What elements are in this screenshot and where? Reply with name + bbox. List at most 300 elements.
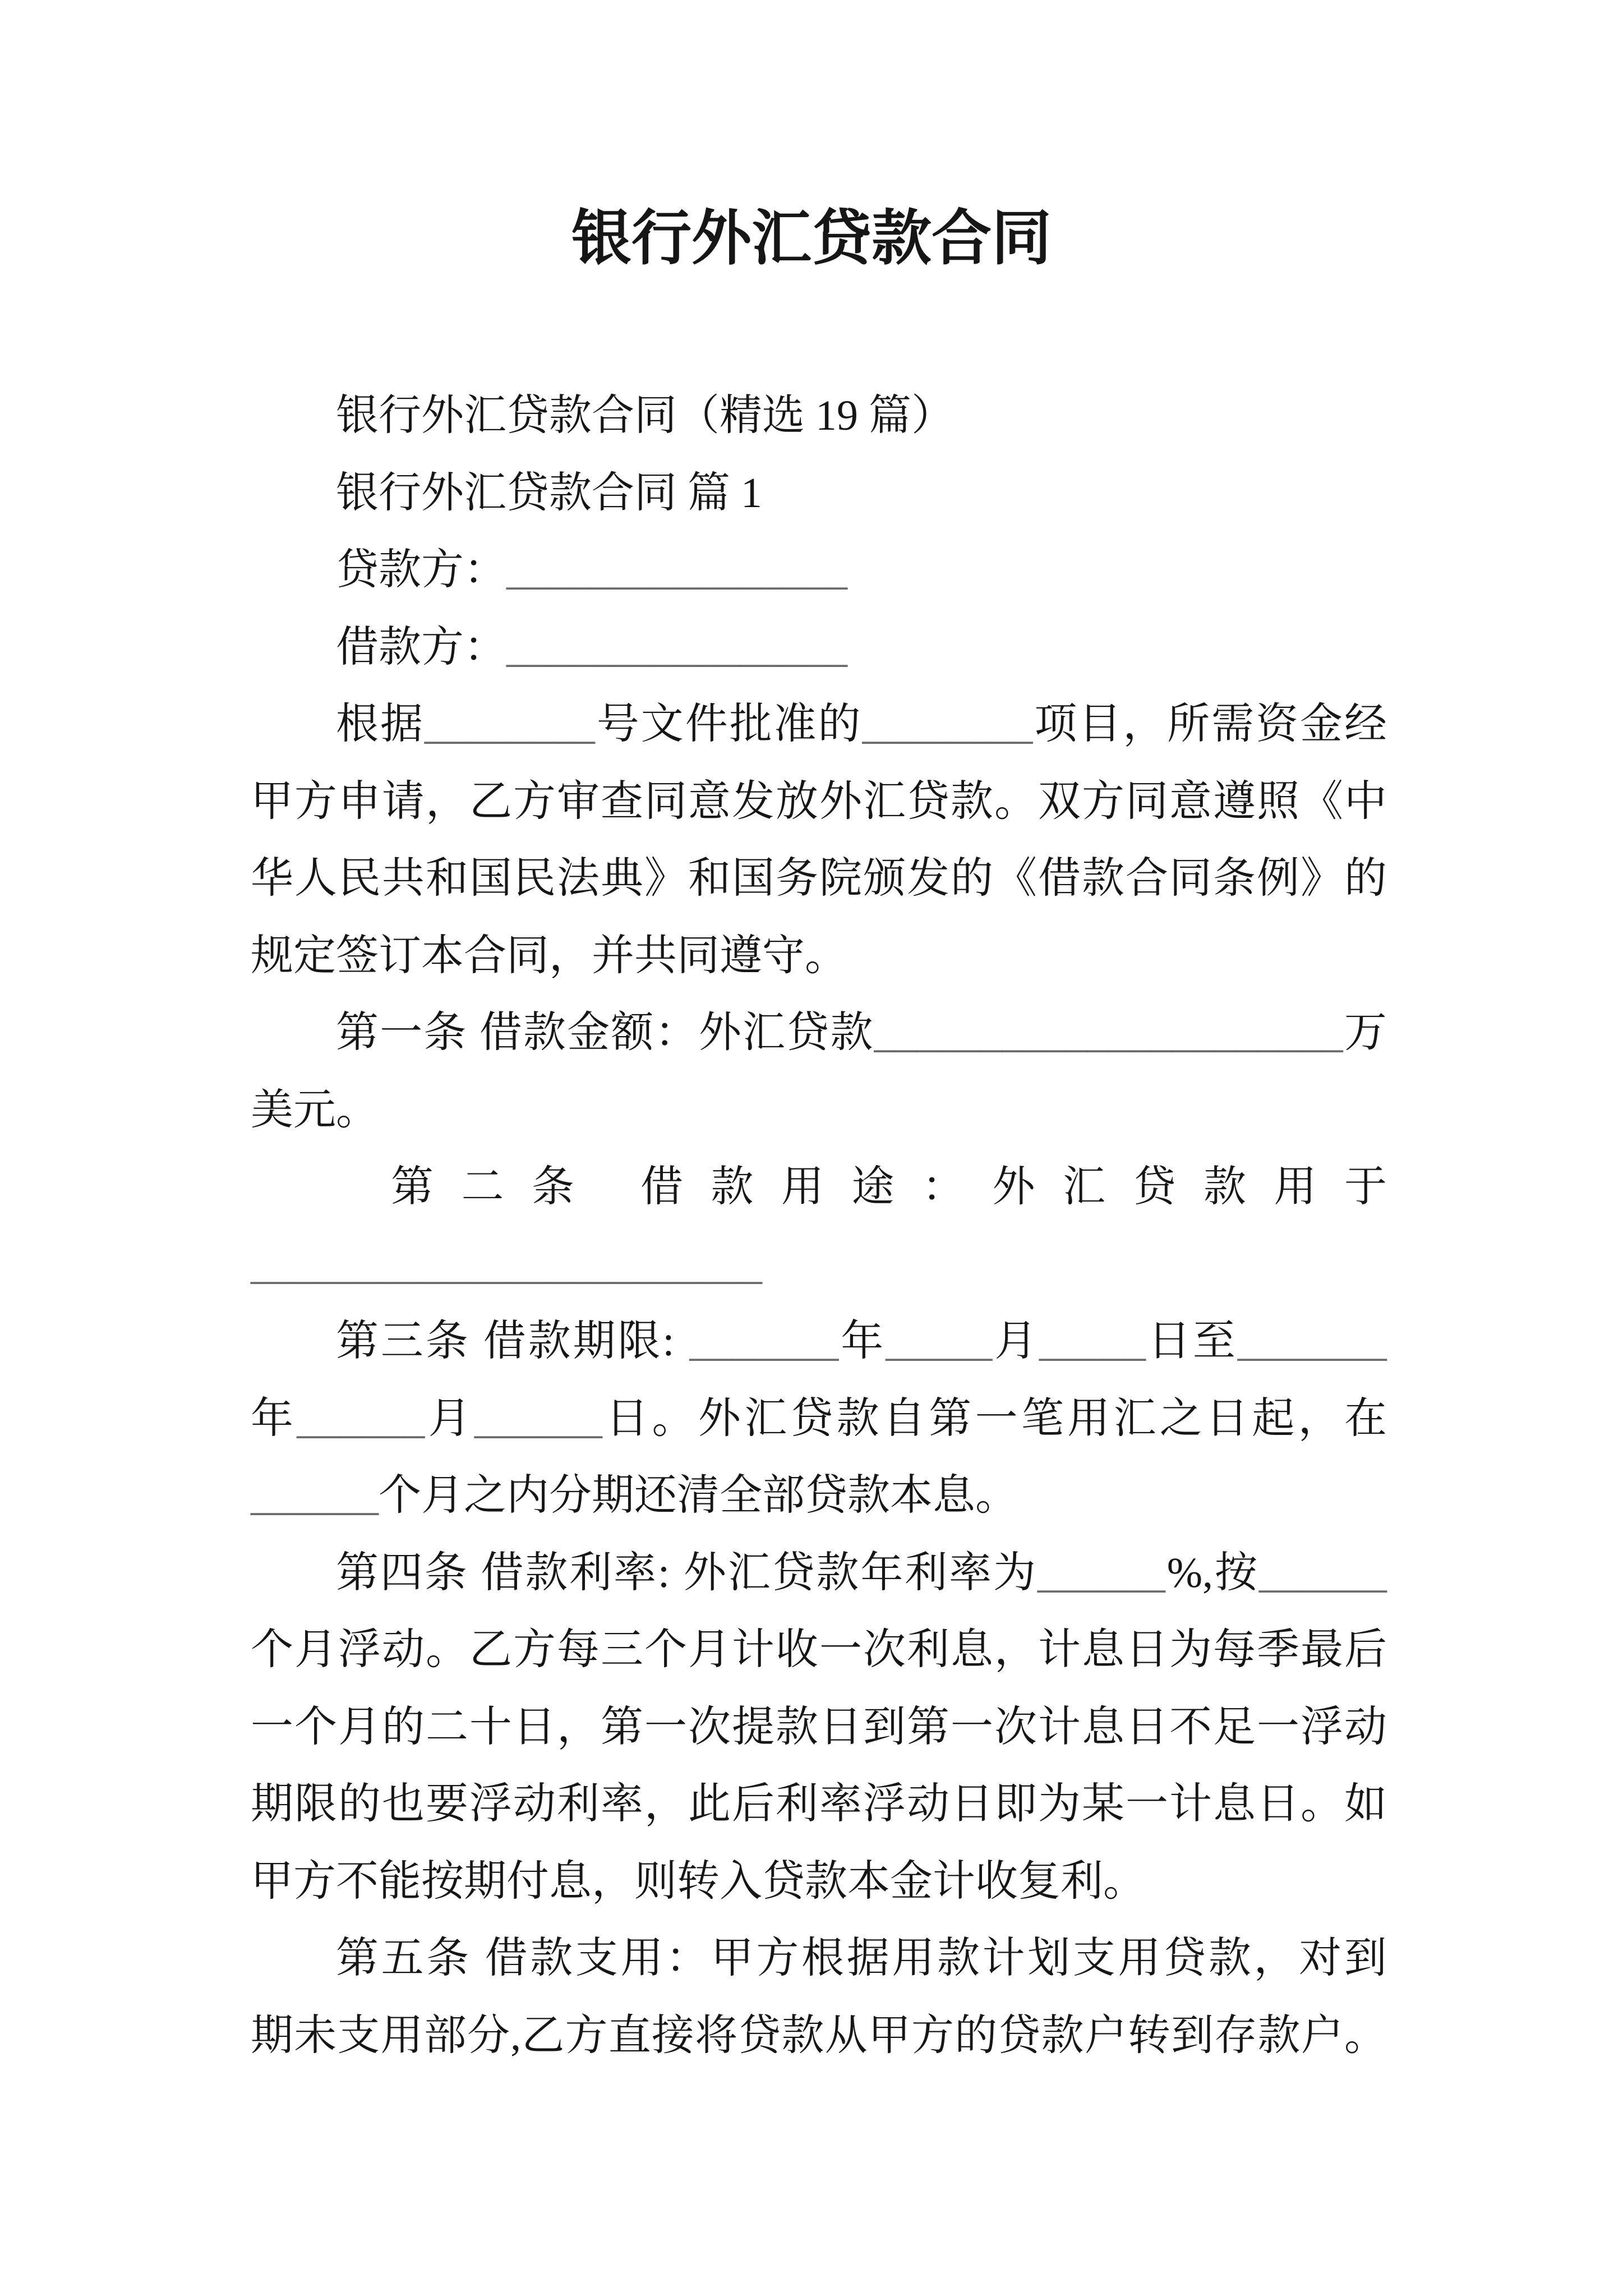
text-glyph: 年 xyxy=(860,1549,903,1596)
text-glyph: 方 xyxy=(1082,777,1124,825)
text-glyph: 直 xyxy=(608,2012,651,2059)
text-glyph: 款 xyxy=(951,777,993,825)
text-glyph: 第 xyxy=(336,1935,379,1982)
text-glyph: 。 xyxy=(975,1472,1018,1519)
text-glyph: 查 xyxy=(601,777,643,825)
text-glyph: 月 xyxy=(688,1626,731,1673)
text-glyph: 用 xyxy=(1067,1395,1110,1442)
space xyxy=(469,1535,479,1612)
blank-field: ________ xyxy=(424,701,595,748)
text-glyph: 后 xyxy=(732,1780,774,1828)
blank-field: ______________________ xyxy=(874,1009,1343,1056)
text-glyph: 双 xyxy=(1038,777,1081,825)
text-glyph: 日 xyxy=(1147,1318,1191,1365)
text-glyph: 款 xyxy=(523,1009,566,1056)
blank-field: ______ xyxy=(251,1472,379,1519)
paragraph-line xyxy=(251,1457,1387,1535)
text-glyph: 支 xyxy=(337,2012,380,2059)
text-glyph: 也 xyxy=(382,1780,425,1828)
text-glyph: 计 xyxy=(982,1935,1025,1982)
blank-field: ________________________ xyxy=(251,1240,762,1288)
text-glyph: 甲 xyxy=(711,1935,754,1982)
space xyxy=(602,1149,613,1226)
text-glyph: 方 xyxy=(756,1935,799,1982)
text-glyph: 篇 xyxy=(688,469,730,517)
text-glyph: 签 xyxy=(336,932,379,979)
text-glyph: 要 xyxy=(426,1780,468,1828)
text-glyph: 精 xyxy=(720,392,762,439)
text-glyph: 款 xyxy=(530,1935,573,1982)
text-glyph: 季 xyxy=(1257,1626,1299,1673)
text-glyph: 借 xyxy=(483,1318,526,1365)
text-glyph: 计 xyxy=(933,1857,975,1905)
article-4-paragraph xyxy=(251,1535,1387,1921)
text-glyph: 外 xyxy=(421,469,464,517)
text-glyph: 贷 xyxy=(762,1857,805,1905)
text-glyph: 提 xyxy=(732,1703,774,1751)
text-glyph: 月 xyxy=(428,1395,471,1442)
text-glyph: 入 xyxy=(720,1857,762,1905)
text-glyph: 方 xyxy=(513,777,556,825)
paragraph-line xyxy=(251,1381,1387,1458)
text-glyph: 贷 xyxy=(907,777,949,825)
text-glyph: 元 xyxy=(293,1086,336,1134)
borrower-field xyxy=(251,609,1387,687)
text-glyph: 行 xyxy=(379,469,421,517)
text-glyph: 借 xyxy=(1038,855,1081,902)
text-glyph: 第 xyxy=(336,1318,379,1365)
text-glyph: 计 xyxy=(732,1626,774,1673)
space xyxy=(730,470,741,517)
text-glyph: 定 xyxy=(293,932,336,979)
blank-field: ______ xyxy=(474,1395,602,1442)
text-glyph: 规 xyxy=(251,932,293,979)
text-glyph: 同 xyxy=(506,932,549,979)
space xyxy=(805,392,815,439)
text-glyph: 一 xyxy=(819,1626,862,1673)
paragraph-line xyxy=(251,1612,1387,1689)
article-1-paragraph xyxy=(251,995,1387,1149)
text-glyph: 汇 xyxy=(863,777,906,825)
space xyxy=(858,392,869,439)
text-glyph: 接 xyxy=(651,2012,694,2059)
text-glyph: 甲 xyxy=(868,2012,911,2059)
text-glyph: 利 xyxy=(776,1780,818,1828)
text-glyph: 银 xyxy=(336,469,379,517)
text-glyph: 十 xyxy=(469,1703,512,1751)
text-glyph: 汇 xyxy=(727,1549,771,1596)
lender-field xyxy=(251,532,1387,609)
text-glyph: 月 xyxy=(338,1703,381,1751)
text-glyph: 汇 xyxy=(1063,1163,1105,1211)
text-glyph: : xyxy=(658,1549,670,1596)
text-glyph: 金 xyxy=(1300,701,1343,748)
text-glyph: %, xyxy=(1166,1549,1214,1596)
text-glyph: 汇 xyxy=(464,469,506,517)
text-glyph: 此 xyxy=(688,1780,731,1828)
preamble-paragraph xyxy=(251,686,1387,995)
text-glyph: 款 xyxy=(781,2012,824,2059)
text-glyph: 放 xyxy=(776,777,818,825)
text-glyph: ， xyxy=(1298,1395,1341,1442)
text-glyph: 日 xyxy=(1126,1626,1168,1673)
text-glyph: 。 xyxy=(336,1086,379,1134)
text-glyph: 一 xyxy=(380,1009,423,1056)
text-glyph: 意 xyxy=(1169,777,1212,825)
text-glyph: ： xyxy=(464,546,506,593)
text-glyph: 外 xyxy=(992,1163,1035,1211)
text-glyph: 款 xyxy=(805,1857,847,1905)
text-glyph: 的 xyxy=(382,1703,425,1751)
blank-field: ______ xyxy=(1258,1549,1387,1596)
text-glyph: 乙 xyxy=(522,2012,565,2059)
text-glyph: 一 xyxy=(951,1703,993,1751)
text-glyph: 文 xyxy=(640,701,684,748)
paragraph-line xyxy=(251,1072,1387,1149)
text-glyph: 率 xyxy=(614,1549,657,1596)
text-glyph: 的 xyxy=(955,2012,998,2059)
text-glyph: 。 xyxy=(1103,1857,1146,1905)
text-glyph: 限 xyxy=(294,1780,337,1828)
text-glyph: 审 xyxy=(557,777,600,825)
text-glyph: 计 xyxy=(1038,1703,1081,1751)
text-glyph: 同 xyxy=(1169,855,1212,902)
text-glyph: 中 xyxy=(1344,777,1387,825)
text-glyph: 款 xyxy=(1082,855,1124,902)
text-glyph: 个 xyxy=(644,1626,687,1673)
text-glyph: 额 xyxy=(611,1009,654,1056)
text-glyph: 国 xyxy=(469,855,512,902)
text-glyph: 四 xyxy=(380,1549,423,1596)
text-glyph: 日 xyxy=(819,1703,862,1751)
text-glyph: 清 xyxy=(677,1472,720,1519)
text-glyph: 根 xyxy=(336,701,379,748)
text-glyph: 金 xyxy=(890,1857,933,1905)
text-glyph: 个 xyxy=(379,1472,421,1519)
text-glyph: 次 xyxy=(688,1703,731,1751)
text-glyph: 限 xyxy=(617,1318,661,1365)
text-glyph: 息 xyxy=(1082,1703,1124,1751)
text-glyph: ） xyxy=(911,392,954,439)
text-glyph: 照 xyxy=(1257,777,1299,825)
text-glyph: 途 xyxy=(851,1163,895,1211)
text-glyph: 民 xyxy=(338,855,381,902)
text-glyph: 汇 xyxy=(1113,1395,1156,1442)
text-glyph: 院 xyxy=(819,855,862,902)
blank-field: ________ xyxy=(862,701,1033,748)
text-glyph: 款 xyxy=(525,1549,568,1596)
text-glyph: 将 xyxy=(695,2012,738,2059)
text-glyph: 期 xyxy=(464,1857,506,1905)
text-glyph: 同 xyxy=(644,777,687,825)
text-glyph: 最 xyxy=(1301,1626,1343,1673)
text-glyph: 如 xyxy=(1344,1780,1387,1828)
text-glyph: 借 xyxy=(485,1935,528,1982)
text-glyph: 息 xyxy=(951,1626,993,1673)
text-glyph: 需 xyxy=(1211,701,1255,748)
text-glyph: 并 xyxy=(592,932,634,979)
text-glyph: 到 xyxy=(863,1703,906,1751)
text-glyph: 条 xyxy=(424,1549,467,1596)
text-glyph: 即 xyxy=(994,1780,1037,1828)
paragraph-line xyxy=(251,686,1387,763)
text-glyph: 贷 xyxy=(738,2012,781,2059)
text-glyph: 部 xyxy=(423,2012,467,2059)
text-glyph: 的 xyxy=(338,1780,381,1828)
text-glyph: 合 xyxy=(592,469,634,517)
text-glyph: 条 xyxy=(1213,855,1256,902)
text-glyph: 方 xyxy=(565,2012,608,2059)
space xyxy=(471,1303,481,1381)
text-glyph: 合 xyxy=(1126,855,1168,902)
text-glyph: 足 xyxy=(1213,1703,1256,1751)
text-glyph: 所 xyxy=(1167,701,1210,748)
text-glyph: 用 xyxy=(1118,1935,1161,1982)
text-glyph: 支 xyxy=(1072,1935,1115,1982)
text-glyph: 方 xyxy=(911,2012,954,2059)
text-glyph: 次 xyxy=(994,1703,1037,1751)
text-glyph: 金 xyxy=(567,1009,610,1056)
document-title: 银行外汇贷款合同 xyxy=(571,206,1052,272)
text-glyph: 个 xyxy=(294,1703,337,1751)
text-glyph: 方 xyxy=(293,1857,336,1905)
blank-field: _______ xyxy=(1237,1318,1387,1365)
text-glyph: 到 xyxy=(1344,1935,1387,1982)
text-glyph: 款 xyxy=(937,1935,980,1982)
text-glyph: 共 xyxy=(634,932,677,979)
text-glyph: 根 xyxy=(801,1935,845,1982)
blank-field: ________________ xyxy=(506,623,847,671)
text-glyph: 典 xyxy=(601,855,643,902)
text-glyph: 第 xyxy=(336,1009,379,1056)
text-glyph: 计 xyxy=(1038,1626,1081,1673)
text-glyph: 还 xyxy=(634,1472,677,1519)
text-glyph: 和 xyxy=(688,855,731,902)
text-glyph: 准 xyxy=(773,701,817,748)
text-glyph: 款 xyxy=(711,1163,754,1211)
text-glyph: 遵 xyxy=(1213,777,1256,825)
text-glyph: ， xyxy=(592,1857,634,1905)
text-glyph: 户 xyxy=(1084,2012,1127,2059)
text-glyph: ： xyxy=(922,1163,965,1211)
text-glyph: 能 xyxy=(379,1857,421,1905)
text-glyph: 息 xyxy=(933,1472,975,1519)
text-glyph: 款 xyxy=(816,1549,859,1596)
text-glyph: 款 xyxy=(549,392,592,439)
text-glyph: 一 xyxy=(251,1703,293,1751)
text-glyph: 未 xyxy=(294,2012,337,2059)
text-glyph: 对 xyxy=(1299,1935,1342,1982)
text-glyph: 万 xyxy=(1344,1009,1387,1056)
text-glyph: 颁 xyxy=(863,855,906,902)
blank-field: _______ xyxy=(689,1318,839,1365)
paragraph-line xyxy=(251,1766,1387,1843)
text-glyph: ， xyxy=(644,1780,687,1828)
text-glyph: 动 xyxy=(513,1780,556,1828)
text-glyph: 三 xyxy=(601,1626,643,1673)
text-glyph: 日 xyxy=(606,1395,649,1442)
text-glyph: 款 xyxy=(776,1703,818,1751)
text-glyph: 的 xyxy=(1344,855,1387,902)
paragraph-line xyxy=(251,1226,1387,1304)
text-glyph: 动 xyxy=(1344,1703,1387,1751)
blank-field: _____ xyxy=(886,1318,993,1365)
text-glyph: 条 xyxy=(425,1318,468,1365)
text-glyph: 日 xyxy=(1126,1703,1168,1751)
text-glyph: 贷 xyxy=(506,469,549,517)
text-glyph: 款 xyxy=(847,1472,890,1519)
text-glyph: 利 xyxy=(557,1780,600,1828)
text-glyph: 请 xyxy=(382,777,425,825)
text-glyph: 户 xyxy=(1301,2012,1344,2059)
text-glyph: 不 xyxy=(336,1857,379,1905)
text-glyph: 内 xyxy=(506,1472,549,1519)
text-glyph: 付 xyxy=(506,1857,549,1905)
text-glyph: 利 xyxy=(907,1626,949,1673)
text-glyph: 外 xyxy=(421,392,464,439)
text-glyph: 。 xyxy=(994,777,1037,825)
text-glyph: 甲 xyxy=(251,1857,293,1905)
text-glyph: 笔 xyxy=(1021,1395,1064,1442)
text-glyph: 》 xyxy=(1301,855,1343,902)
text-glyph: 息 xyxy=(1082,1626,1124,1673)
text-glyph: 二 xyxy=(461,1163,504,1211)
text-glyph: 意 xyxy=(688,777,731,825)
paragraph-line xyxy=(251,1920,1387,1998)
article-3-paragraph xyxy=(251,1303,1387,1535)
text-glyph: 外 xyxy=(698,1009,741,1056)
text-glyph: 分 xyxy=(549,1472,592,1519)
text-glyph: 贷 xyxy=(786,1009,829,1056)
text-glyph: 批 xyxy=(729,701,772,748)
text-glyph: 用 xyxy=(1274,1163,1317,1211)
text-glyph: 申 xyxy=(338,777,381,825)
text-glyph: 同 xyxy=(1126,777,1168,825)
blank-field: ______ xyxy=(297,1395,425,1442)
text-glyph: 全 xyxy=(720,1472,762,1519)
text-glyph: 则 xyxy=(634,1857,677,1905)
text-glyph: 收 xyxy=(975,1857,1018,1905)
text-glyph: 外 xyxy=(683,1549,726,1596)
text-glyph: 第 xyxy=(929,1395,972,1442)
text-glyph: 银 xyxy=(336,392,379,439)
text-glyph: 合 xyxy=(464,932,506,979)
paragraph-line xyxy=(251,1689,1387,1766)
text-glyph: 日 xyxy=(1257,1780,1299,1828)
text-glyph: 守 xyxy=(762,932,805,979)
text-glyph: 1 xyxy=(741,469,762,517)
text-glyph: 法 xyxy=(557,855,600,902)
text-glyph: 某 xyxy=(1082,1780,1124,1828)
text-glyph: 日 xyxy=(951,1780,993,1828)
text-glyph: 贷 xyxy=(772,1549,815,1596)
text-glyph: 款 xyxy=(836,1395,879,1442)
text-glyph: 之 xyxy=(464,1472,506,1519)
text-glyph: 方 xyxy=(294,777,337,825)
article-2-paragraph xyxy=(251,1149,1387,1303)
text-glyph: 期 xyxy=(573,1318,616,1365)
text-glyph: 为 xyxy=(1038,1780,1081,1828)
text-glyph: 目 xyxy=(1078,701,1122,748)
text-glyph: 汇 xyxy=(464,392,506,439)
text-glyph: 次 xyxy=(863,1626,906,1673)
text-glyph: 按 xyxy=(421,1857,464,1905)
text-glyph: 款 xyxy=(528,1318,571,1365)
text-glyph: 订 xyxy=(379,932,421,979)
text-glyph: ， xyxy=(994,1626,1037,1673)
section-heading xyxy=(251,455,1387,532)
text-glyph: 至 xyxy=(1192,1318,1235,1365)
text-glyph: 发 xyxy=(907,855,949,902)
paragraph-line xyxy=(251,1843,1387,1921)
text-glyph: 率 xyxy=(601,1780,643,1828)
paragraph-line xyxy=(251,1149,1387,1226)
text-glyph: 利 xyxy=(905,1549,948,1596)
text-glyph: 之 xyxy=(1159,1395,1202,1442)
text-glyph: 方 xyxy=(421,623,464,671)
text-glyph: 。 xyxy=(805,932,847,979)
text-glyph: 用 xyxy=(892,1935,935,1982)
text-glyph: 期 xyxy=(592,1472,634,1519)
text-glyph: 乙 xyxy=(469,1626,512,1673)
text-glyph: 。 xyxy=(1301,1780,1343,1828)
text-glyph: 年 xyxy=(251,1395,293,1442)
text-glyph: 贷 xyxy=(506,392,549,439)
text-glyph: 动 xyxy=(907,1780,949,1828)
text-glyph: 资 xyxy=(1256,701,1299,748)
text-glyph: 和 xyxy=(426,855,468,902)
text-glyph: 在 xyxy=(1344,1395,1387,1442)
text-glyph: 。 xyxy=(1344,2012,1387,2059)
text-glyph: 个 xyxy=(251,1626,293,1673)
text-glyph: 年 xyxy=(841,1318,884,1365)
space xyxy=(671,1535,682,1612)
text-glyph: 例 xyxy=(1257,855,1299,902)
text-glyph: 浮 xyxy=(469,1780,512,1828)
text-glyph: 收 xyxy=(776,1626,818,1673)
text-glyph: 的 xyxy=(818,701,861,748)
text-glyph: 贷 xyxy=(805,1472,847,1519)
text-glyph: 方 xyxy=(421,546,464,593)
text-glyph: 月 xyxy=(421,1472,464,1519)
text-glyph: 同 xyxy=(634,469,677,517)
blank-field: _____ xyxy=(1039,1318,1146,1365)
text-glyph: ， xyxy=(426,777,468,825)
text-glyph: 款 xyxy=(379,546,421,593)
text-glyph: 条 xyxy=(532,1163,574,1211)
text-glyph: 期 xyxy=(251,2012,293,2059)
text-glyph: 用 xyxy=(781,1163,824,1211)
text-glyph: 发 xyxy=(732,777,774,825)
space xyxy=(676,1303,687,1381)
text-glyph: 款 xyxy=(1257,2012,1301,2059)
text-glyph: 款 xyxy=(830,1009,873,1056)
text-glyph: 日 xyxy=(513,1703,556,1751)
text-glyph: （ xyxy=(677,392,720,439)
text-glyph: 第 xyxy=(907,1703,949,1751)
text-glyph: 从 xyxy=(824,2012,868,2059)
text-glyph: 借 xyxy=(479,1009,522,1056)
text-glyph: 款 xyxy=(1208,1935,1251,1982)
text-glyph: 19 xyxy=(815,392,858,439)
text-glyph: 浮 xyxy=(863,1780,906,1828)
text-glyph: 不 xyxy=(1169,1703,1212,1751)
text-glyph: 率 xyxy=(819,1780,862,1828)
text-glyph: 为 xyxy=(993,1549,1036,1596)
text-glyph: 经 xyxy=(1344,701,1387,748)
text-glyph: 同 xyxy=(677,932,720,979)
text-glyph: 息 xyxy=(549,1857,592,1905)
